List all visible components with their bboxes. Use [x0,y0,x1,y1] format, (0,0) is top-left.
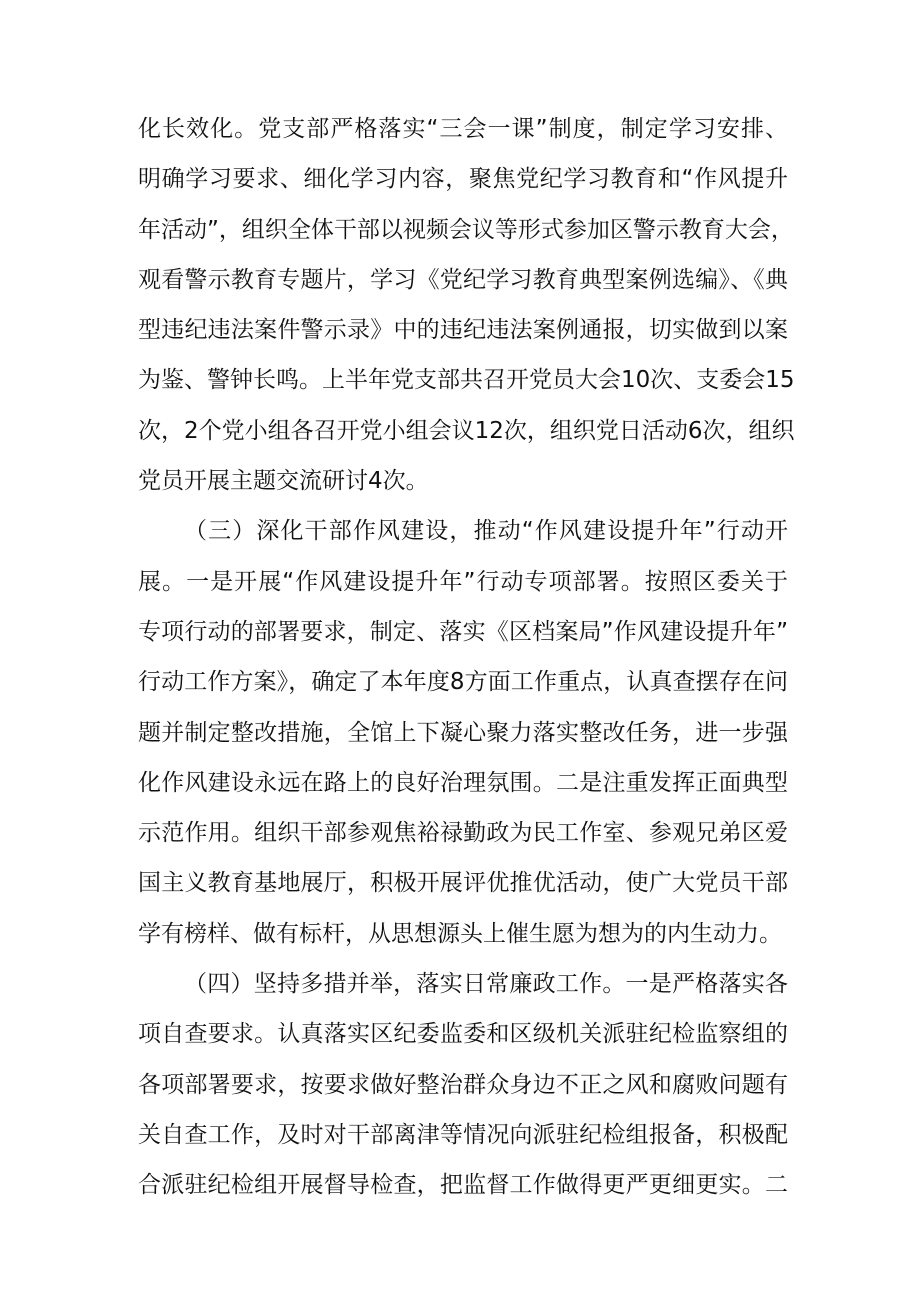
text-line: 合派驻纪检组开展督导检查，把监督工作做得更严更细更实。二 [138,1172,788,1199]
text-line: 观看警示教育专题片，学习《党纪学习教育典型案例选编》、《典 [138,266,788,293]
document-body [138,104,795,1211]
text-line: 党员开展主题交流研讨4次。 [138,468,429,495]
text-line: 化长效化。党支部严格落实“三会一课”制度，制定学习安排、 [138,116,788,142]
text-line: 关自查工作，及时对干部离津等情况向派驻纪检组报备，积极配 [138,1121,788,1148]
text-line: 各项部署要求，按要求做好整治群众身边不正之风和腐败问题有 [138,1071,788,1098]
text-line: 行动工作方案》，确定了本年度8方面工作重点，认真查摆存在问 [138,669,788,696]
text-line: 学有榜样、做有标杆，从思想源头上催生愿为想为的内生动力。 [138,920,782,947]
text-line: 型违纪违法案件警示录》中的违纪违法案例通报，切实做到以案 [138,317,788,344]
text-line: 年活动”，组织全体干部以视频会议等形式参加区警示教育大会， [138,216,794,243]
section-heading-line: （四）坚持多措并举，落实日常廉政工作。一是严格落实各 [184,971,788,998]
text-line: 化作风建设永远在路上的良好治理氛围。二是注重发挥正面典型 [138,769,788,796]
text-line: 国主义教育基地展厅，积极开展评优推优活动，使广大党员干部 [138,870,788,897]
text-line: 展。一是开展“作风建设提升年”行动专项部署。按照区委关于 [138,568,788,595]
text-line: 专项行动的部署要求，制定、落实《区档案局”作风建设提升年” [138,618,788,645]
text-line: 示范作用。组织干部参观焦裕禄勤政为民工作室、参观兄弟区爱 [138,820,788,847]
text-line: 次，2个党小组各召开党小组会议12次，组织党日活动6次，组织 [138,417,795,444]
text-line: 为鉴、警钟长鸣。上半年党支部共召开党员大会10次、支委会15 [138,367,795,394]
text-line: 题并制定整改措施，全馆上下凝心聚力落实整改任务，进一步强 [138,719,788,746]
text-line: 项自查要求。认真落实区纪委监委和区级机关派驻纪检监察组的 [138,1021,788,1048]
section-heading-line: （三）深化干部作风建设，推动“作风建设提升年”行动开 [184,518,788,545]
text-line: 明确学习要求、细化学习内容，聚焦党纪学习教育和“作风提升 [138,166,788,193]
